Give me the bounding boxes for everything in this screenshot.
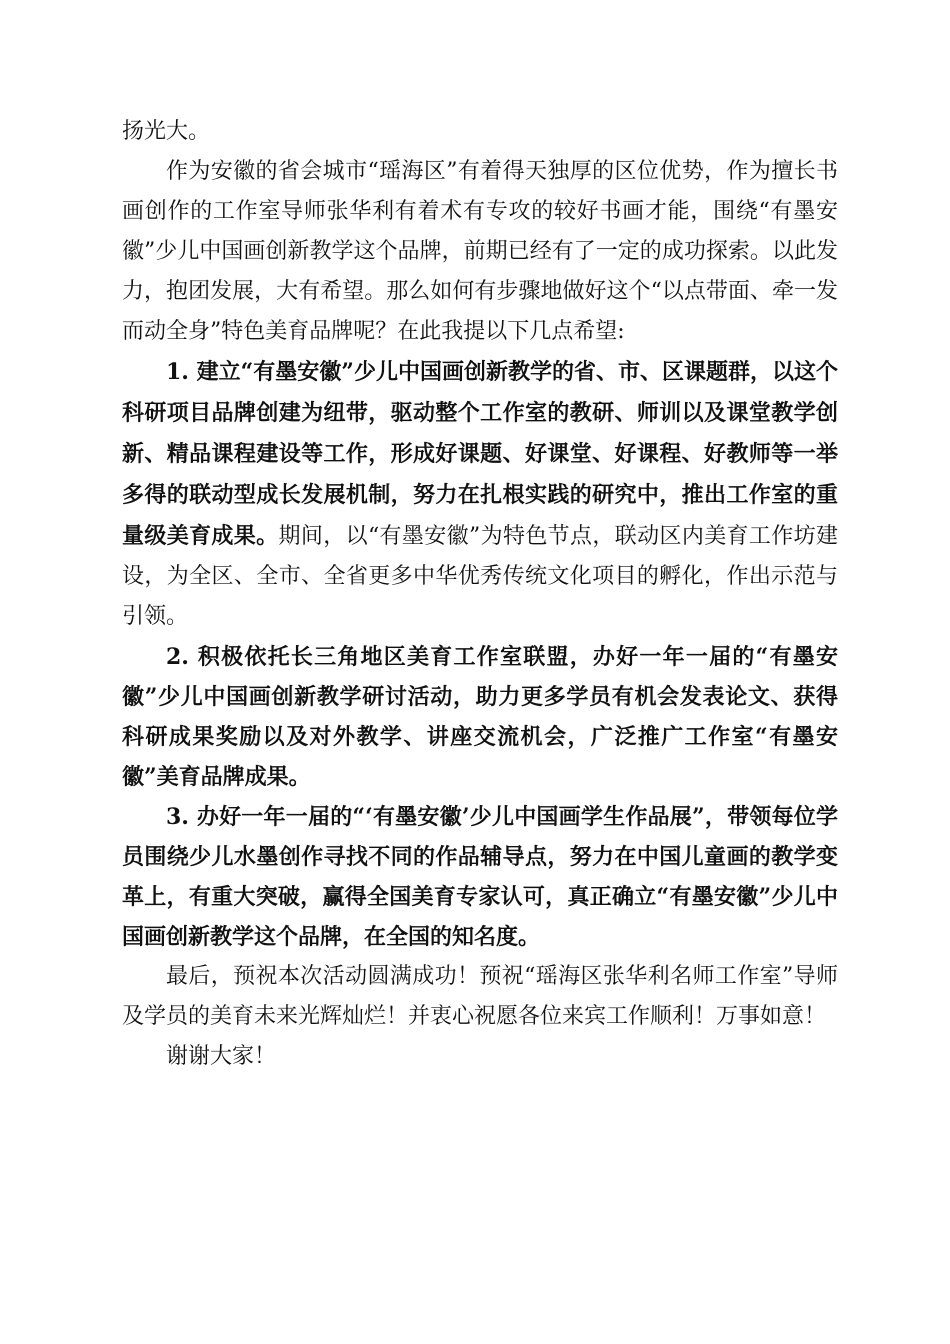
paragraph-continuation: 扬光大。	[122, 119, 211, 144]
paragraph-point-1	[122, 352, 838, 637]
paragraph-intro: 作为安徽的省会城市“瑶海区”有着得天独厚的区位优势，作为擅长书画创作的工作室导师张华利有着术有专攻的较好书画才能，围绕“有墨安徽”少儿中国画创新教学这个品牌，前期已经有了一定的成功探索。以此发力，抱团发展，大有希望。那么如何有步骤地做好这个“以点带面、牵一发而动全身”特色美育品牌呢？在此我提以下几点希望:	[122, 159, 838, 344]
paragraph-point-2: 2. 积极依托长三角地区美育工作室联盟，办好一年一届的“有墨安徽”少儿中国画创新教学研讨活动，助力更多学员有机会发表论文、获得科研成果奖励以及对外教学、讲座交流机会，广泛推广工作室“有墨安徽”美育品牌成果。	[122, 644, 838, 790]
document-page	[122, 112, 838, 1077]
paragraph-closing: 最后，预祝本次活动圆满成功！预祝“瑶海区张华利名师工作室”导师及学员的美育未来光辉灿烂！并衷心祝愿各位来宾工作顺利！万事如意！	[122, 964, 838, 1029]
point-1-bold-text: 1. 建立“有墨安徽”少儿中国画创新教学的省、市、区课题群，以这个科研项目品牌创建为纽带，驱动整个工作室的教研、师训以及课堂教学创新、精品课程建设等工作，形成好课题、好课堂、好课程、好教师等一举多得的联动型成长发展机制，努力在扎根实践的研究中，推出工作室的重量级美育成果。	[122, 359, 838, 549]
paragraph-thanks: 谢谢大家！	[166, 1044, 277, 1069]
paragraph-point-3: 3. 办好一年一届的“‘有墨安徽’少儿中国画学生作品展”，带领每位学员围绕少儿水墨创作寻找不同的作品辅导点，努力在中国儿童画的教学变革上，有重大突破，赢得全国美育专家认可，真正确立“有墨安徽”少儿中国画创新教学这个品牌，在全国的知名度。	[122, 804, 838, 950]
point-1-normal-text: 期间，以“有墨安徽”为特色节点，联动区内美育工作坊建设，为全区、全市、全省更多中华优秀传统文化项目的孵化，作出示范与引领。	[122, 524, 838, 629]
